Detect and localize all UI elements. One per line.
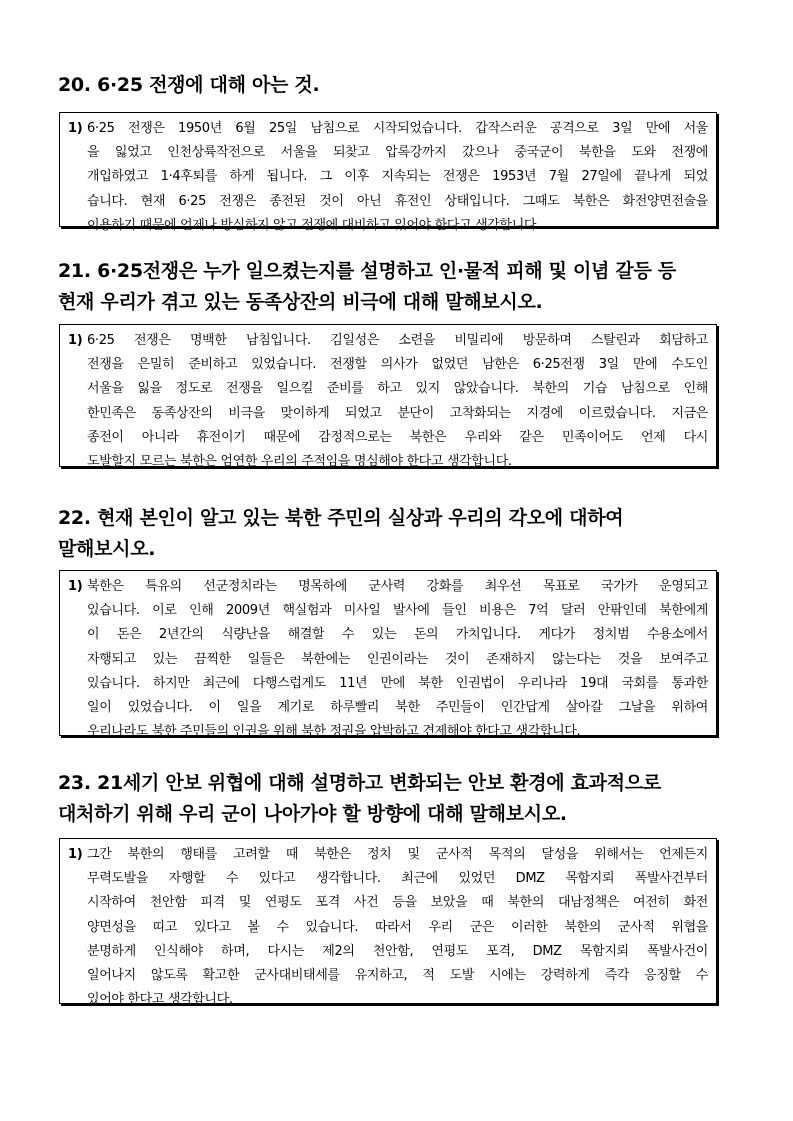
answer-21-box: [59, 324, 717, 467]
answer-number: 1): [68, 579, 83, 594]
answer-line: 종전이 아니라 휴전이기 때문에 감정적으로는 북한은 우리와 같은 민족이어도 언제 다시: [87, 429, 708, 445]
title-line: 20. 6·25 전쟁에 대해 아는 것.: [58, 74, 320, 96]
answer-line: 이 돈은 2년간의 식량난을 해결할 수 있는 돈의 가치입니다. 게다가 정치범 수용소에서: [87, 627, 708, 643]
title-line: 23. 21세기 안보 위협에 대해 설명하고 변화되는 안보 환경에 효과적으로: [58, 772, 661, 794]
answer-line: [68, 575, 708, 599]
answer-line: 한민족은 동족상잔의 비극을 맞이하게 되었고 분단이 고착화되는 지경에 이르렀습니다. 지금은: [87, 405, 708, 421]
answer-text: 6·25 전쟁은 명백한 남침입니다. 김일성은 소련을 비밀리에 방문하며 스탈린과 회담하고: [87, 333, 708, 348]
question-20-title: [58, 70, 748, 101]
answer-20-box: [59, 112, 717, 233]
answer-line: 양면성을 띠고 있다고 볼 수 있습니다. 따라서 우리 군은 이러한 북한의 군사적 위협을: [87, 919, 708, 935]
answer-text: 북한은 특유의 선군정치라는 명목하에 군사력 강화를 최우선 목표로 국가가 운영되고: [87, 579, 708, 594]
answer-line: 무력도발을 자행할 수 있다고 생각합니다. 최근에 있었던 DMZ 목함지뢰 폭발사건부터: [87, 871, 708, 887]
answer-line: 일이 있었습니다. 이 일을 계기로 하루빨리 북한 주민들이 인간답게 살아갈 그날을 위하여: [87, 699, 708, 715]
title-line: 현재 우리가 겪고 있는 동족상잔의 비극에 대해 말해보시오.: [58, 291, 543, 313]
answer-23-box: [59, 838, 717, 1008]
title-line: 대처하기 위해 우리 군이 나아가야 할 방향에 대해 말해보시오.: [58, 803, 567, 825]
answer-line: 우리나라도 북한 주민들의 인권을 위해 북한 정권을 압박하고 견제해야 한다고 생각합니다.: [87, 724, 581, 740]
question-23-title: [58, 768, 748, 830]
answer-line: 습니다. 현재 6·25 전쟁은 종전된 것이 아닌 휴전인 상태입니다. 그때도 북한은 화전양면전술을: [87, 193, 708, 209]
answer-text: 6·25 전쟁은 1950년 6월 25일 남침으로 시작되었습니다. 갑작스러운 공격으로 3일 만에 서울: [87, 121, 708, 136]
answer-number: 1): [68, 847, 83, 862]
answer-line: 있습니다. 이로 인해 2009년 핵실험과 미사일 발사에 들인 비용은 7억 달러 안팎인데 북한에게: [87, 603, 708, 619]
answer-line: 시작하여 천안함 피격 및 연평도 포격 사건 등을 보았을 때 북한의 대남정책은 여전히 화전: [87, 895, 708, 911]
answer-text: 그간 북한의 행태를 고려할 때 북한은 정치 및 군사적 목적의 달성을 위해서는 언제든지: [87, 847, 708, 862]
answer-line: 을 잃었고 인천상륙작전으로 서울을 되찾고 압록강까지 갔으나 중국군이 북한을 도와 전쟁에: [87, 145, 708, 161]
title-line: 22. 현재 본인이 알고 있는 북한 주민의 실상과 우리의 각오에 대하여: [58, 507, 624, 529]
answer-line: 전쟁을 은밀히 준비하고 있었습니다. 전쟁할 의사가 없었던 남한은 6·25전쟁 3일 만에 수도인: [87, 357, 708, 373]
answer-line: 일어나지 않도록 확고한 군사대비태세를 유지하고, 적 도발 시에는 강력하게 즉각 응징할 수: [87, 967, 708, 983]
title-line: 21. 6·25전쟁은 누가 일으켰는지를 설명하고 인·물적 피해 및 이념 갈등 등: [58, 260, 676, 282]
answer-line: [68, 117, 708, 141]
question-21-title: [58, 256, 748, 318]
answer-line: 서울을 잃을 정도로 전쟁을 일으킬 준비를 하고 있지 않았습니다. 북한의 기습 남침으로 인해: [87, 381, 708, 397]
answer-line: 있습니다. 하지만 최근에 다행스럽게도 11년 만에 북한 인권법이 우리나라 19대 국회를 통과한: [87, 675, 708, 691]
answer-line: 개입하였고 1·4후퇴를 하게 됩니다. 그 이후 지속되는 전쟁은 1953년 7월 27일에 끝나게 되었: [87, 169, 708, 185]
answer-line: 자행되고 있는 끔찍한 일들은 북한에는 인권이라는 것이 존재하지 않는다는 것을 보여주고: [87, 651, 708, 667]
answer-number: 1): [68, 333, 83, 348]
answer-line: 도발할지 모르는 북한은 엄연한 우리의 주적임을 명심해야 한다고 생각합니다.: [87, 453, 512, 469]
answer-number: 1): [68, 121, 83, 136]
answer-line: [68, 329, 708, 353]
answer-line: [68, 843, 708, 867]
answer-22-box: [59, 570, 717, 740]
title-line: 말해보시오.: [58, 538, 156, 560]
answer-line: 이용하기 때문에 언제나 방심하지 않고 전쟁에 대비하고 있어야 한다고 생각합니다.: [87, 217, 540, 233]
answer-line: 분명하게 인식해야 하며, 다시는 제2의 천안함, 연평도 포격, DMZ 목함지뢰 폭발사건이: [87, 943, 708, 959]
answer-line: 있어야 한다고 생각합니다.: [87, 992, 233, 1008]
question-22-title: [58, 503, 748, 565]
